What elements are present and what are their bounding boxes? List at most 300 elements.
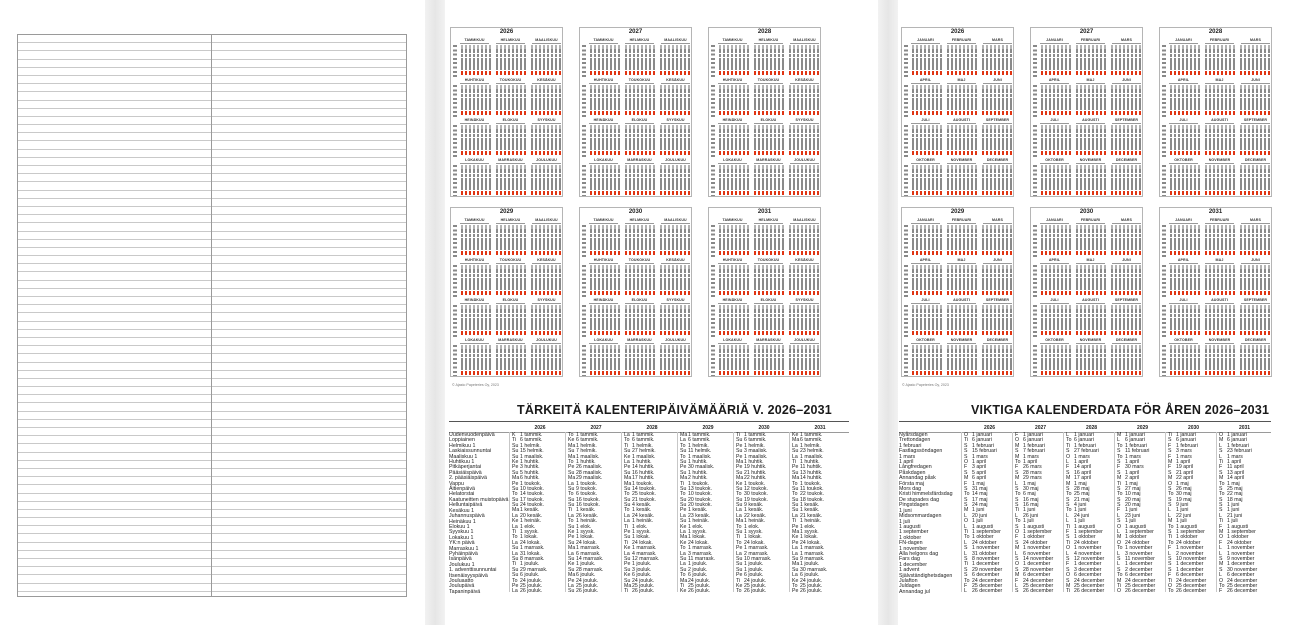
month-name: HUHTIKUU	[585, 76, 622, 84]
weekday-abbr: To	[792, 582, 798, 589]
month-day-grid	[625, 345, 655, 375]
weekday-row	[1240, 265, 1270, 269]
year-date-column	[624, 433, 684, 595]
weekday-row	[1076, 322, 1106, 326]
weekday-row	[1076, 54, 1106, 58]
month-day-grid	[660, 305, 690, 335]
date-value: 6 april	[972, 475, 987, 482]
weekday-row	[1111, 345, 1141, 349]
date-value: 3 jouluk.	[632, 566, 652, 573]
weekday-row	[1170, 102, 1200, 106]
weekday-row	[1111, 242, 1141, 246]
ruled-line	[18, 387, 406, 395]
weekday-row	[461, 169, 491, 173]
month-day-grid	[1205, 265, 1235, 295]
month-day-grid	[461, 225, 491, 255]
weekday-abbr: S	[964, 448, 968, 455]
ruled-line	[18, 346, 406, 354]
month-name: JANUARI	[907, 216, 944, 224]
weekday-row	[625, 178, 655, 182]
date-value: 1 elok.	[744, 523, 760, 530]
weekday-row	[754, 66, 784, 70]
weekday-row	[660, 238, 690, 242]
weekday-abbr: Su	[568, 469, 575, 476]
weekday-abbr: Ke	[568, 437, 575, 444]
weekday-row	[754, 286, 784, 290]
weekday-row	[660, 54, 690, 58]
date-value: 6 jouluk.	[688, 572, 708, 579]
weekday-row	[982, 62, 1012, 66]
month-day-grid	[789, 225, 819, 255]
weekday-row	[660, 49, 690, 53]
weekday-row	[1205, 49, 1235, 53]
weekday-row	[1111, 314, 1141, 318]
sunday-row	[789, 111, 819, 115]
weekday-row	[789, 58, 819, 62]
weekday-abbr: S	[1117, 555, 1121, 562]
weekday-letters	[582, 305, 586, 339]
holiday-label: Juhannuspäivä	[449, 513, 485, 520]
weekday-row	[1076, 318, 1106, 322]
year-column-header: 2031	[814, 425, 826, 431]
weekday-row	[719, 229, 749, 233]
weekday-row	[590, 322, 620, 326]
month-name: HELMIKUU	[492, 216, 529, 224]
weekday-row	[912, 238, 942, 242]
date-value: 1 kesäk.	[800, 507, 820, 514]
month-name: MAJ	[943, 256, 980, 264]
weekday-row	[1170, 45, 1200, 49]
weekday-letters	[453, 265, 457, 299]
date-value: 31 maj	[972, 485, 988, 492]
weekday-row	[947, 278, 977, 282]
weekday-abbr: Ti	[736, 577, 741, 584]
date-value: 1 juli	[1074, 518, 1085, 525]
weekday-abbr: Su	[792, 502, 799, 509]
weekday-abbr: Su	[624, 496, 631, 503]
weekday-abbr: Ti	[1117, 582, 1122, 589]
month-name: MAJ	[943, 76, 980, 84]
weekday-row	[461, 366, 491, 370]
weekday-row	[789, 49, 819, 53]
ruled-line	[18, 101, 406, 109]
year-column-header: 2031	[1238, 425, 1251, 431]
month-header-band	[451, 336, 562, 344]
ruled-line	[18, 256, 406, 264]
ruled-line	[18, 215, 406, 223]
weekday-row	[912, 169, 942, 173]
ruled-line	[18, 174, 406, 182]
weekday-row	[660, 106, 690, 110]
weekday-row	[590, 142, 620, 146]
calendar-year-label: 2027	[1079, 29, 1094, 35]
weekday-abbr: Su	[512, 566, 519, 573]
sunday-row	[625, 71, 655, 75]
date-value: 11 april	[1227, 464, 1244, 471]
weekday-row	[982, 49, 1012, 53]
weekday-abbr: La	[624, 512, 630, 519]
weekday-row	[1170, 309, 1200, 313]
weekday-row	[496, 45, 526, 49]
weekday-row	[1205, 265, 1235, 269]
weekday-row	[496, 165, 526, 169]
column-rule	[961, 432, 962, 592]
weekday-row	[789, 229, 819, 233]
table-top-rule	[899, 421, 1271, 422]
weekday-abbr: To	[512, 534, 518, 541]
month-day-grid	[625, 225, 655, 255]
weekday-row	[912, 314, 942, 318]
weekday-abbr: La	[512, 588, 518, 595]
date-value: 25 december	[1023, 582, 1054, 589]
month-day-grid	[754, 165, 784, 195]
weekday-abbr: M	[1015, 545, 1020, 552]
weekday-row	[1111, 354, 1141, 358]
weekday-abbr: Ti	[624, 442, 629, 449]
weekday-row	[912, 62, 942, 66]
weekday-abbr: L	[1066, 518, 1069, 525]
weekday-row	[625, 265, 655, 269]
month-day-grid	[496, 45, 526, 75]
weekday-row	[461, 102, 491, 106]
weekday-row	[1041, 225, 1071, 229]
sunday-row	[461, 371, 491, 375]
month-name: KESÄKUU	[528, 256, 563, 264]
weekday-abbr: S	[1219, 496, 1223, 503]
weekday-abbr: Su	[512, 485, 519, 492]
weekday-row	[496, 229, 526, 233]
month-header-band	[451, 216, 562, 224]
sunday-row	[590, 71, 620, 75]
weekday-row	[531, 138, 561, 142]
weekday-row	[531, 85, 561, 89]
weekday-row	[625, 326, 655, 330]
weekday-abbr: O	[1219, 432, 1224, 438]
weekday-letters	[1033, 265, 1037, 299]
date-value: 1 oktober	[1023, 534, 1045, 541]
weekday-row	[719, 165, 749, 169]
weekday-abbr: L	[1168, 507, 1171, 514]
holiday-label: Maaliskuu 1	[449, 453, 478, 460]
date-value: 23 februari	[1227, 448, 1252, 455]
weekday-row	[947, 62, 977, 66]
month-day-grid	[1111, 305, 1141, 335]
weekday-row	[719, 102, 749, 106]
month-name: NOVEMBER	[943, 156, 980, 164]
column-rule	[1165, 432, 1166, 592]
holiday-label: 1 april	[899, 459, 914, 466]
date-value: 1 marrask.	[800, 545, 825, 552]
calendar-year-label: 2030	[628, 209, 643, 215]
ruled-line	[18, 68, 406, 76]
date-value: 29 mars	[1023, 475, 1042, 482]
weekday-row	[1111, 278, 1141, 282]
month-day-grid	[1205, 305, 1235, 335]
month-name: JOULUKUU	[657, 336, 692, 344]
weekday-row	[1205, 125, 1235, 129]
weekday-row	[496, 354, 526, 358]
date-value: 24 lokak.	[744, 539, 765, 546]
ruled-line	[18, 35, 406, 43]
weekday-abbr: F	[1219, 539, 1223, 546]
date-value: 11 toukok.	[800, 485, 824, 492]
weekday-abbr: Pe	[624, 561, 631, 568]
weekday-row	[590, 66, 620, 70]
weekday-row	[947, 66, 977, 70]
month-day-grid	[590, 225, 620, 255]
date-value: 9 marrask.	[800, 555, 825, 562]
holiday-label: Mors dag	[899, 486, 922, 493]
ruled-line	[18, 43, 406, 51]
weekday-abbr: Su	[736, 437, 743, 444]
weekday-row	[531, 146, 561, 150]
weekday-row	[754, 362, 784, 366]
sunday-row	[754, 371, 784, 375]
date-value: 1 februari	[1176, 442, 1198, 449]
weekday-row	[1170, 134, 1200, 138]
weekday-row	[1111, 305, 1141, 309]
month-day-grid	[590, 125, 620, 155]
weekday-abbr: Ma	[792, 529, 800, 536]
sunday-row	[531, 251, 561, 255]
date-value: 30 mars	[1125, 464, 1144, 471]
weekday-row	[590, 265, 620, 269]
month-day-grid	[1170, 165, 1200, 195]
holiday-label: Uudenvuodenpäivä	[449, 432, 495, 438]
month-name: FEBRUARI	[1072, 36, 1109, 44]
weekday-abbr: Ma	[736, 475, 744, 482]
weekday-abbr: To	[1117, 442, 1123, 449]
sunday-row	[1041, 71, 1071, 75]
weekday-row	[1111, 366, 1141, 370]
weekday-row	[1041, 349, 1071, 353]
weekday-abbr: Su	[680, 469, 687, 476]
weekday-row	[719, 106, 749, 110]
month-name: JULI	[907, 296, 944, 304]
date-cell	[736, 589, 796, 594]
weekday-row	[1170, 282, 1200, 286]
weekday-row	[496, 225, 526, 229]
sunday-row	[590, 331, 620, 335]
weekday-row	[1111, 178, 1141, 182]
weekday-row	[1170, 286, 1200, 290]
month-day-grid	[531, 225, 561, 255]
date-value: 1 april	[1125, 458, 1140, 465]
sunday-row	[1076, 371, 1106, 375]
weekday-row	[1240, 45, 1270, 49]
weekday-row	[1111, 225, 1141, 229]
month-day-grid	[660, 345, 690, 375]
weekday-row	[531, 234, 561, 238]
weekday-abbr: Ma	[568, 545, 576, 552]
weekday-row	[660, 286, 690, 290]
weekday-abbr: La	[736, 550, 742, 557]
weekday-row	[1170, 49, 1200, 53]
holiday-label: Isänpäivä	[449, 556, 472, 563]
month-day-grid	[754, 225, 784, 255]
month-name: DECEMBER	[979, 336, 1014, 344]
mini-calendar-year	[708, 207, 821, 377]
ruled-line	[18, 534, 406, 542]
date-value: 30 toukok.	[744, 491, 768, 498]
weekday-abbr: Ti	[624, 523, 629, 530]
weekday-row	[1041, 282, 1071, 286]
ruled-line	[18, 428, 406, 436]
weekday-row	[789, 358, 819, 362]
ruled-line	[18, 371, 406, 379]
month-name: SEPTEMBER	[979, 296, 1014, 304]
sunday-row	[754, 151, 784, 155]
weekday-row	[1205, 45, 1235, 49]
month-header-band	[902, 296, 1013, 304]
date-value: 6 december	[1023, 572, 1051, 579]
month-name: HELMIKUU	[750, 216, 787, 224]
weekday-abbr: Su	[792, 507, 799, 514]
weekday-abbr: S	[1066, 566, 1070, 573]
month-header-band	[709, 256, 820, 264]
ruled-line	[18, 559, 406, 567]
weekday-row	[531, 174, 561, 178]
weekday-row	[1076, 186, 1106, 190]
ruled-line	[18, 354, 406, 362]
weekday-row	[590, 165, 620, 169]
date-value: 1 helmik.	[744, 442, 765, 449]
weekday-row	[789, 322, 819, 326]
weekday-row	[496, 85, 526, 89]
weekday-row	[789, 174, 819, 178]
weekday-row	[754, 225, 784, 229]
date-value: 1 februari	[1023, 442, 1045, 449]
month-header-band	[709, 216, 820, 224]
date-value: 25 december	[1176, 582, 1207, 589]
date-value: 1 september	[1227, 529, 1256, 536]
month-day-grid	[1170, 125, 1200, 155]
weekday-letters	[1033, 85, 1037, 119]
weekday-row	[947, 229, 977, 233]
weekday-row	[625, 174, 655, 178]
weekday-abbr: Ke	[624, 545, 631, 552]
month-name: DECEMBER	[1237, 156, 1272, 164]
month-day-grid	[982, 125, 1012, 155]
weekday-row	[1041, 238, 1071, 242]
weekday-row	[1041, 286, 1071, 290]
weekday-row	[719, 125, 749, 129]
weekday-row	[590, 182, 620, 186]
month-day-grid	[660, 85, 690, 115]
weekday-row	[947, 309, 977, 313]
weekday-letters	[904, 265, 908, 299]
weekday-letters	[711, 165, 715, 197]
weekday-abbr: To	[736, 588, 742, 595]
weekday-row	[1076, 349, 1106, 353]
ruled-line	[18, 158, 406, 166]
sunday-row	[1111, 251, 1141, 255]
weekday-row	[1041, 269, 1071, 273]
ruled-lines	[18, 35, 406, 596]
weekday-abbr: Pe	[512, 480, 519, 487]
weekday-row	[496, 305, 526, 309]
date-value: 1 september	[1125, 529, 1154, 536]
weekday-row	[912, 174, 942, 178]
weekday-letters	[711, 305, 715, 339]
weekday-row	[461, 234, 491, 238]
date-value: 1 januari	[1227, 432, 1247, 438]
month-header-band	[580, 76, 691, 84]
calendar-year-label: 2028	[1208, 29, 1223, 35]
weekday-row	[1041, 318, 1071, 322]
weekday-abbr: S	[1117, 566, 1121, 573]
weekday-row	[789, 178, 819, 182]
weekday-abbr: S	[1066, 496, 1070, 503]
weekday-row	[1111, 98, 1141, 102]
sunday-row	[1205, 111, 1235, 115]
weekday-abbr: Ti	[512, 529, 517, 536]
weekday-row	[1170, 278, 1200, 282]
weekday-row	[947, 98, 977, 102]
weekday-row	[719, 142, 749, 146]
weekday-abbr: L	[1015, 550, 1018, 557]
date-value: 14 toukok.	[520, 491, 544, 498]
weekday-row	[719, 98, 749, 102]
weekday-row	[531, 106, 561, 110]
month-name: SEPTEMBER	[1108, 116, 1143, 124]
weekday-row	[1205, 94, 1235, 98]
month-day-grid	[461, 345, 491, 375]
date-value: 3 december	[1074, 566, 1102, 573]
date-value: 1 kesäk.	[800, 502, 820, 509]
weekday-letters	[582, 265, 586, 299]
weekday-letters	[904, 305, 908, 339]
weekday-row	[625, 89, 655, 93]
weekday-row	[947, 58, 977, 62]
weekday-abbr: Pe	[736, 464, 743, 471]
sunday-row	[625, 191, 655, 195]
month-day-grid	[754, 265, 784, 295]
ruled-line	[18, 584, 406, 592]
weekday-row	[1240, 358, 1270, 362]
holiday-label: Midsommardagen	[899, 513, 942, 520]
weekday-row	[660, 246, 690, 250]
date-value: 13 huhtik.	[800, 469, 823, 476]
sunday-row	[719, 191, 749, 195]
date-value: 11 huhtik.	[800, 464, 823, 471]
weekday-abbr: S	[1066, 577, 1070, 584]
weekday-row	[625, 66, 655, 70]
weekday-abbr: Ti	[1066, 523, 1071, 530]
weekday-row	[1041, 354, 1071, 358]
date-value: 1 mars	[1227, 453, 1243, 460]
weekday-row	[1076, 165, 1106, 169]
sunday-row	[912, 71, 942, 75]
month-name: JOULUKUU	[528, 156, 563, 164]
sunday-row	[912, 111, 942, 115]
weekday-row	[531, 169, 561, 173]
weekday-row	[1041, 142, 1071, 146]
date-value: 31 oktober	[972, 550, 997, 557]
weekday-row	[789, 186, 819, 190]
month-header-band	[902, 216, 1013, 224]
month-name: JANUARI	[1036, 216, 1073, 224]
weekday-abbr: F	[1066, 529, 1070, 536]
weekday-abbr: S	[1015, 588, 1019, 595]
sunday-row	[625, 371, 655, 375]
weekday-row	[496, 146, 526, 150]
weekday-row	[531, 238, 561, 242]
weekday-row	[496, 265, 526, 269]
month-day-grid	[625, 45, 655, 75]
date-value: 6 januari	[972, 437, 992, 444]
weekday-row	[1205, 106, 1235, 110]
